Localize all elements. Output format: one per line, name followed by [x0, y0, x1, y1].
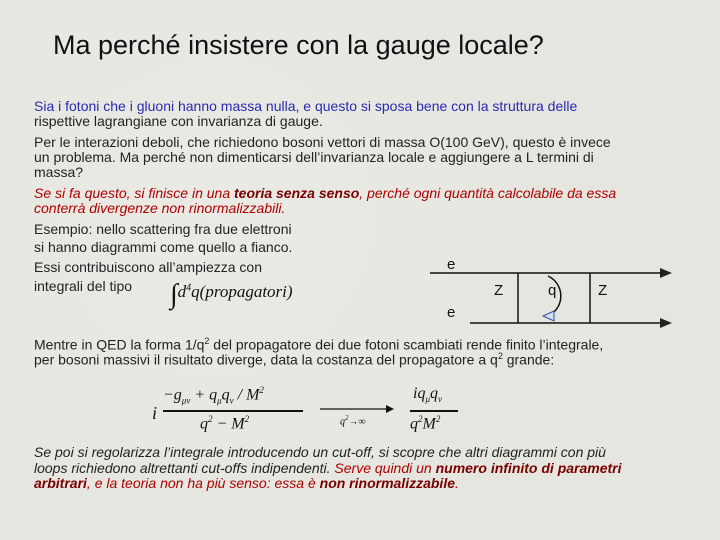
paragraph-massless-line1: Sia i fotoni che i gluoni hanno massa nulla, e questo si sposa bene con la struttura delle	[34, 98, 578, 114]
paragraph-nonsense-line2: conterrà divergenze non rinormalizzabili.	[34, 200, 286, 216]
limit-arrow-head-icon	[386, 405, 394, 413]
example-line2: si hanno diagrammi come quello a fianco.	[34, 239, 293, 255]
paragraph-weak-line2: un problema. Ma perché non dimenticarsi dell’invarianza locale e aggiungere a L termini di	[34, 149, 594, 165]
qed-text-d: grande:	[502, 351, 555, 368]
example-line1: Esempio: nello scattering fra due elettroni	[34, 221, 292, 237]
qed-text-c: per bosoni massivi il risultato diverge, data la costanza del propagatore a q	[34, 351, 498, 368]
formula-i: i	[152, 403, 158, 423]
result-denominator	[410, 414, 440, 433]
label-z-left: Z	[494, 282, 504, 299]
rnum-sub1: μ	[425, 394, 430, 405]
cutoff-emphasis-arbitrary: arbitrari	[34, 475, 87, 491]
formula-fraction-bar	[163, 410, 303, 412]
example-line3: Essi contribuiscono all’ampiezza con	[34, 259, 262, 275]
result-numerator	[413, 385, 442, 404]
num-g-sub: μν	[181, 395, 191, 406]
paragraph-massless-line2: rispettive lagrangiane con invarianza di gauge.	[34, 113, 323, 129]
rden-q-sup: 2	[418, 414, 423, 424]
num-q2: q	[221, 386, 230, 404]
num-m-sup: 2	[259, 385, 264, 395]
cutoff-line3	[34, 476, 459, 491]
integral-symbol: ∫	[170, 279, 178, 310]
formula-numerator	[163, 385, 264, 406]
loop-arrow-icon	[543, 311, 554, 321]
result-fraction-bar	[410, 410, 458, 412]
rden-m-sup: 2	[435, 414, 441, 424]
rnum-iq: iq	[413, 385, 426, 402]
nonsense-text-a: Se si fa questo, si finisce in una	[34, 185, 234, 201]
den-q-sup: 2	[208, 414, 213, 424]
limit-to-infinity: →∞	[348, 416, 366, 428]
qed-text-a: Mentre in QED la forma 1/q	[34, 336, 205, 353]
qed-sup-a: 2	[204, 336, 210, 346]
cutoff-text-b: Serve quindi un	[334, 460, 436, 476]
num-q-sub1: μ	[217, 395, 222, 406]
qed-line2	[34, 349, 554, 368]
num-over-m: / M	[233, 386, 260, 404]
cutoff-line2	[34, 461, 622, 476]
limit-q: q	[340, 416, 345, 428]
cutoff-text-a: loops richiedono altrettanti cut-offs indipendenti.	[34, 460, 335, 476]
qed-sup-b: 2	[497, 351, 503, 361]
num-plus-q: + q	[190, 386, 218, 404]
formula-denominator	[200, 414, 249, 433]
limit-q-sup: 2	[345, 414, 349, 422]
integral-sup: 4	[186, 282, 192, 294]
cutoff-text-c: , e la teoria non ha più senso: essa è	[86, 475, 320, 491]
rnum-sub2: ν	[437, 394, 442, 405]
nonsense-text-c: , perché ogni quantità calcolabile da essa	[359, 185, 617, 201]
cutoff-emphasis-params: numero infinito di parametri	[435, 460, 622, 476]
example-line4: integrali del tipo	[34, 278, 133, 294]
rnum-q: q	[429, 385, 438, 402]
arrow-bottom-icon	[660, 318, 672, 328]
cutoff-line1: Se poi si regolarizza l’integrale introducendo un cut-off, si scopre che altri diagrammi con più	[34, 444, 606, 460]
page-title: Ma perché insistere con la gauge locale?	[53, 30, 544, 60]
num-q-sub2: ν	[229, 395, 234, 406]
den-q: q	[200, 415, 208, 433]
integral-argument: q(propagatori)	[191, 282, 293, 301]
paragraph-weak-line3: massa?	[34, 164, 84, 180]
label-q: q	[548, 282, 557, 299]
rden-q: q	[410, 415, 418, 433]
cutoff-emphasis-nonrenorm: non rinormalizzabile	[319, 475, 455, 491]
den-minus-m: − M	[212, 415, 245, 433]
cutoff-period: .	[455, 475, 459, 491]
label-electron-bottom: e	[447, 304, 456, 321]
qed-text-b: del propagatore dei due fotoni scambiati rende finito l’integrale,	[209, 336, 604, 353]
den-m-sup: 2	[244, 414, 250, 424]
num-g: −g	[163, 386, 182, 404]
rden-m: M	[422, 415, 436, 433]
limit-label	[340, 414, 366, 427]
paragraph-weak-line1: Per le interazioni deboli, che richiedono bosoni vettori di massa O(100 GeV), questo è invece	[34, 134, 611, 150]
integral-measure: d	[177, 282, 187, 301]
label-z-right: Z	[598, 282, 608, 299]
nonsense-emphasis: teoria senza senso	[234, 185, 360, 201]
label-electron-top: e	[447, 256, 456, 273]
